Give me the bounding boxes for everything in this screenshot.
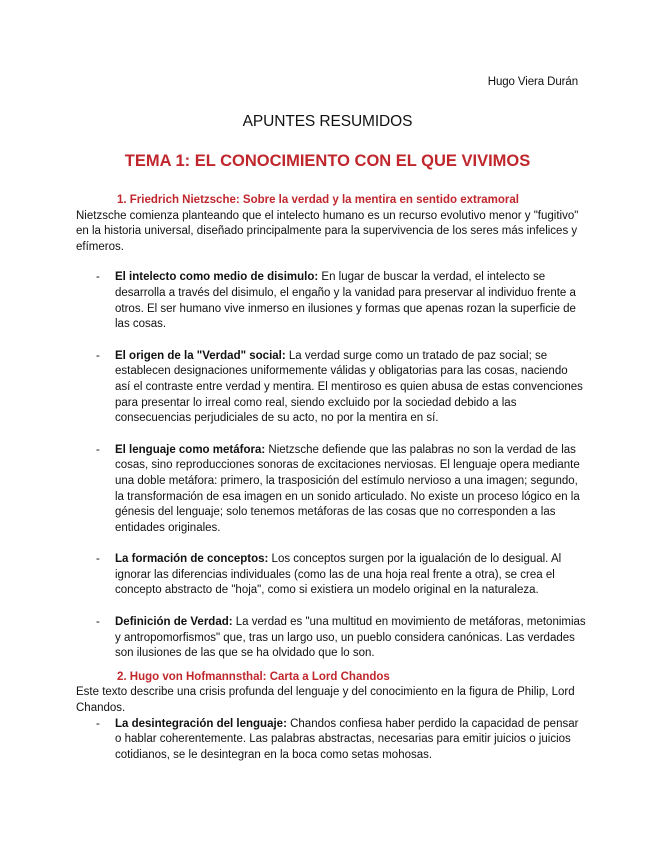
bullet-term: La formación de conceptos: <box>115 553 269 566</box>
bullet-dash: - <box>96 443 100 456</box>
bullet-text: Chandos confiesa haber perdido la capacidad de pensar o hablar coherentemente. Las palabras abstractas, necesarias para emitir juicios o juicios cotidianos, se le desintegran en la boca como setas mohosas. <box>115 717 579 761</box>
bullet-text: La verdad surge como un tratado de paz social; se establecen designaciones uniformemente válidas y obligatorias para las cosas, naciendo así el contraste entre verdad y mentira. El mentiroso es quien abusa de estas convenciones para presentar lo irreal como real, siendo excluido por la sociedad debido a las consecuencias perjudiciales de su acto, no por la mentira en sí. <box>115 349 583 425</box>
list-item <box>76 270 586 332</box>
list-item <box>76 349 586 427</box>
section-intro: Nietzsche comienza planteando que el intelecto humano es un recurso evolutivo menor y "fugitivo" en la historia universal, diseñado principalmente para la supervivencia de los seres más infelices y efímeros. <box>76 209 579 253</box>
bullet-list <box>76 717 586 764</box>
bullet-dash: - <box>96 717 100 730</box>
list-item <box>76 615 586 662</box>
section-intro: Este texto describe una crisis profunda del lenguaje y del conocimiento en la figura de Philip, Lord Chandos. <box>76 686 575 715</box>
bullet-text: Los conceptos surgen por la igualación de lo desigual. Al ignorar las diferencias individuales (como las de una hoja real frente a otra), se crea el concepto abstracto de "hoja", como si existiera un modelo original en la naturaleza. <box>115 553 562 597</box>
bullet-term: El lenguaje como metáfora: <box>115 443 266 456</box>
author-name: Hugo Viera Durán <box>487 76 578 88</box>
document-body <box>76 193 586 763</box>
bullet-term: El intelecto como medio de disimulo: <box>115 271 319 284</box>
bullet-text: En lugar de buscar la verdad, el intelecto se desarrolla a través del disimulo, el engaño y la vanidad para preservar al individuo frente a otros. El ser humano vive inmerso en ilusiones y formas que apenas rozan la superficie de las cosas. <box>115 271 576 331</box>
bullet-term: Definición de Verdad: <box>115 616 233 629</box>
topic-title: TEMA 1: EL CONOCIMIENTO CON EL QUE VIVIMOS <box>124 152 531 170</box>
bullet-text: La verdad es "una multitud en movimiento de metáforas, metonimias y antropomorfismos" que, tras un largo uso, un pueblo considera canónicas. Las verdades son ilusiones de las que se ha olvidado que lo son. <box>115 616 586 660</box>
list-item <box>76 443 586 537</box>
section-heading: 1. Friedrich Nietzsche: Sobre la verdad y la mentira en sentido extramoral <box>117 194 520 206</box>
bullet-list <box>76 270 586 661</box>
bullet-dash: - <box>96 349 100 362</box>
document-title: APUNTES RESUMIDOS <box>242 113 413 130</box>
list-item <box>76 717 586 764</box>
bullet-dash: - <box>96 553 100 566</box>
bullet-text: Nietzsche defiende que las palabras no son la verdad de las cosas, sino reproducciones sonoras de excitaciones nerviosas. El lenguaje opera mediante una doble metáfora: primero, la trasposición del estímulo nervioso a una imagen; segundo, la transformación de esa imagen en un sonido articulado. No existe un proceso lógico en la génesis del lenguaje; solo tenemos metáforas de las cosas que no corresponden a las entidades originales. <box>115 443 580 534</box>
bullet-term: El origen de la "Verdad" social: <box>115 349 286 362</box>
bullet-dash: - <box>96 616 100 629</box>
bullet-term: La desintegración del lenguaje: <box>115 717 287 730</box>
list-item <box>76 552 586 599</box>
bullet-dash: - <box>96 271 100 284</box>
section-heading: 2. Hugo von Hofmannsthal: Carta a Lord Chandos <box>117 670 390 683</box>
